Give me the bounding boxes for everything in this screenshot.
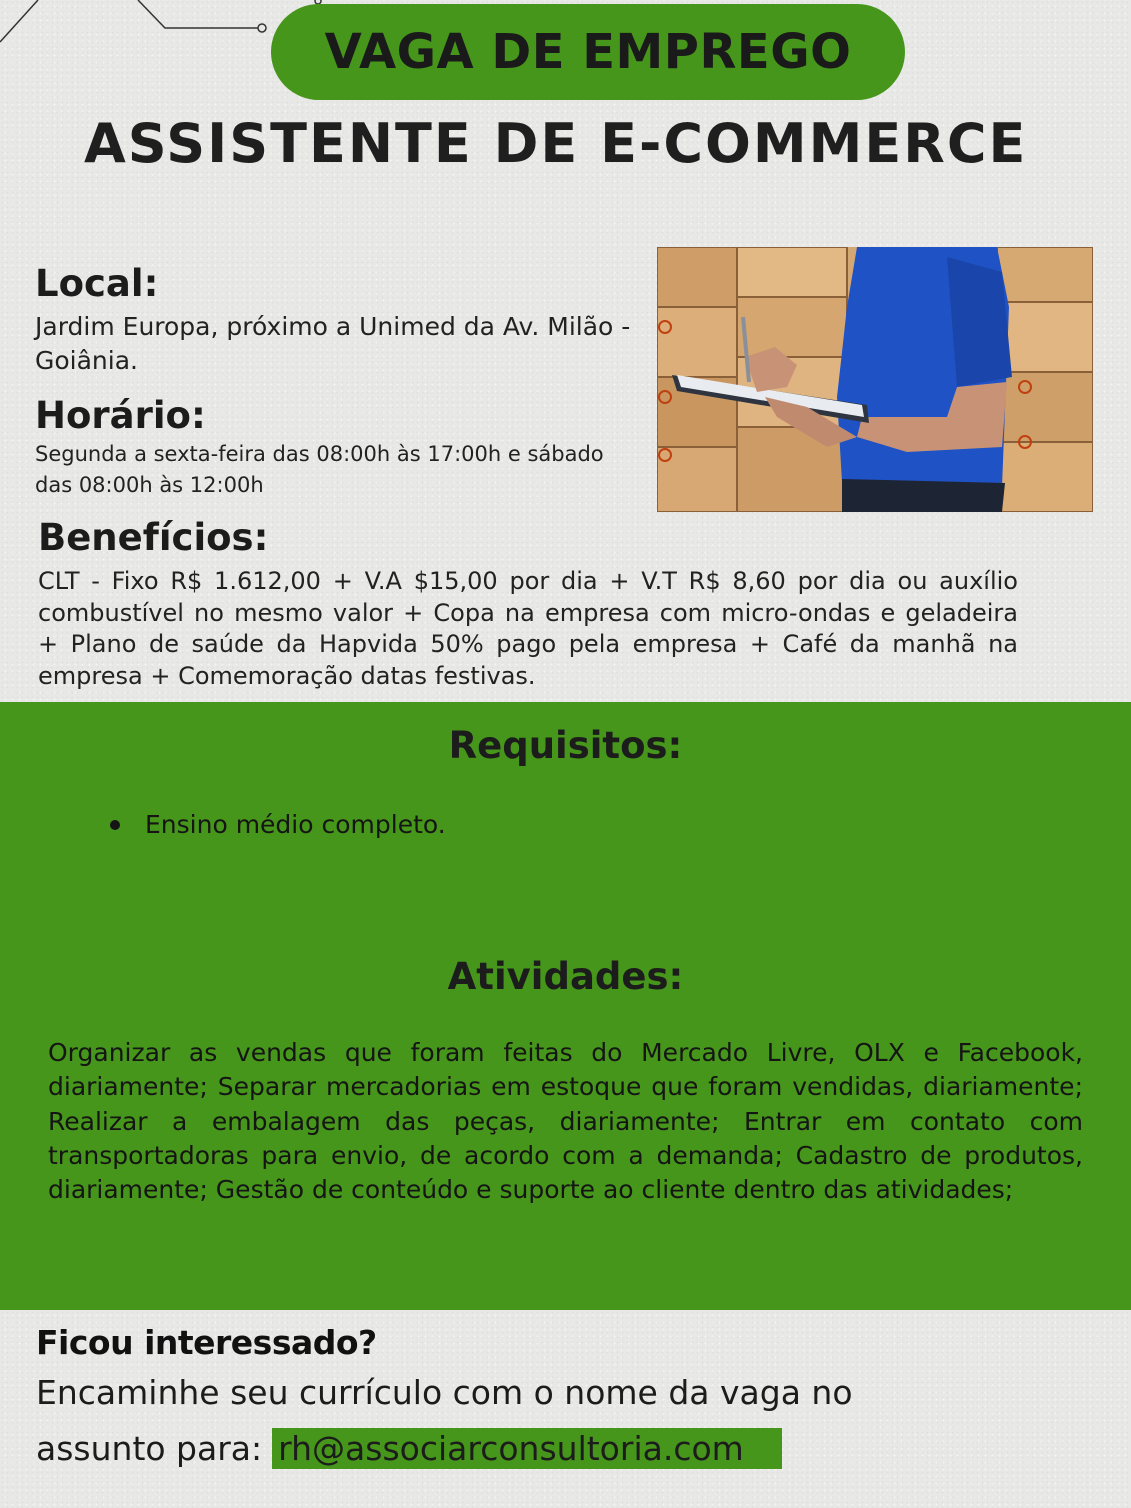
requisitos-heading: Requisitos:	[448, 724, 683, 767]
requisitos-list	[110, 810, 446, 839]
beneficios-heading: Benefícios:	[38, 516, 269, 559]
cta-email-prefix: assunto para:	[36, 1429, 263, 1468]
local-heading: Local:	[35, 262, 159, 305]
cta-instruction: Encaminhe seu currículo com o nome da vaga no	[36, 1373, 853, 1412]
worker-with-clipboard-image	[657, 247, 1093, 512]
requisito-text: Ensino médio completo.	[145, 810, 446, 839]
job-badge	[271, 4, 905, 100]
horario-heading: Horário:	[35, 394, 206, 437]
atividades-text: Organizar as vendas que foram feitas do Mercado Livre, OLX e Facebook, diariamente; Separar mercadorias em estoque que foram vendidas, diariamente; Realizar a embalagem das peças, diariamente; Entrar em contato com transportadoras para envio, de acordo com a demanda; Cadastro de produtos, diariamente; Gestão de conteúdo e suporte ao cliente dentro das atividades;	[48, 1038, 1083, 1205]
local-text: Jardim Europa, próximo a Unimed da Av. Milão - Goiânia.	[35, 312, 631, 375]
badge-text: VAGA DE EMPREGO	[324, 24, 852, 80]
bullet-icon	[110, 820, 120, 830]
beneficios-text: CLT - Fixo R$ 1.612,00 + V.A $15,00 por dia + V.T R$ 8,60 por dia ou auxílio combustível no mesmo valor + Copa na empresa com micro-ondas e geladeira + Plano de saúde da Hapvida 50% pago pela empresa + Café da manhã na empresa + Comemoração datas festivas.	[38, 567, 1018, 690]
horario-text: Segunda a sexta-feira das 08:00h às 17:00h e sábado das 08:00h às 12:00h	[35, 442, 604, 497]
job-title: ASSISTENTE DE E-COMMERCE	[84, 112, 1028, 175]
requisitos-atividades-section	[0, 702, 1131, 1310]
atividades-heading: Atividades:	[447, 955, 684, 998]
list-item	[110, 810, 446, 839]
cta-heading: Ficou interessado?	[36, 1323, 377, 1362]
cta-email-line	[36, 1428, 782, 1469]
email-link[interactable]: rh@associarconsultoria.com	[272, 1428, 782, 1469]
